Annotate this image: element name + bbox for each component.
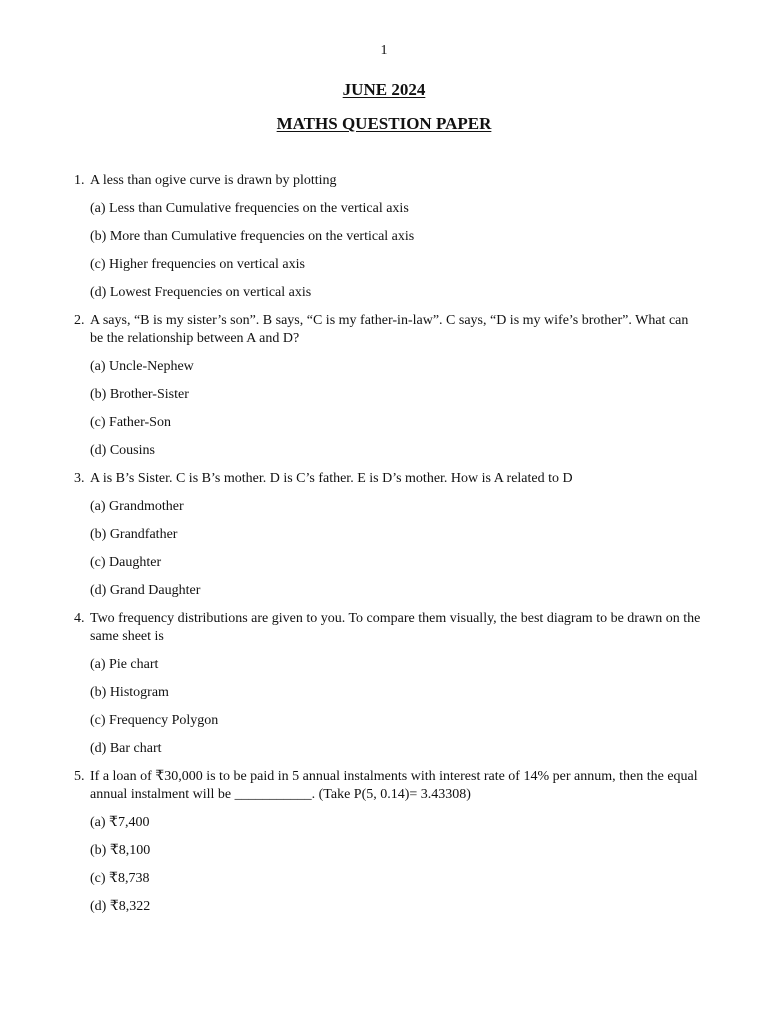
question-3 [74,470,704,600]
paper-date-title: JUNE 2024 [342,80,426,99]
option-d: (d) Grand Daughter [90,583,201,598]
option-a: (a) Pie chart [90,657,159,672]
option-a: (a) Grandmother [90,499,184,514]
option-a: (a) Less than Cumulative frequencies on the vertical axis [90,201,409,216]
option-b: (b) Grandfather [90,527,178,542]
question-stem [74,172,704,190]
question-stem [74,768,704,804]
question-number: 5. [74,769,85,784]
question-number: 1. [74,173,85,188]
option-c: (c) Frequency Polygon [90,713,219,728]
question-stem [74,470,704,488]
page-number: 1 [380,43,388,58]
question-text: A less than ogive curve is drawn by plotting [90,173,337,188]
option-c: (c) ₹8,738 [90,871,150,886]
option-c: (c) Daughter [90,555,162,570]
question-text: Two frequency distributions are given to you. To compare them visually, the best diagram to be drawn on the same sheet is [90,611,701,644]
option-a: (a) ₹7,400 [90,815,150,830]
question-4 [74,610,704,758]
question-text: A is B’s Sister. C is B’s mother. D is C’s father. E is D’s mother. How is A related to D [90,471,573,486]
question-text: If a loan of ₹30,000 is to be paid in 5 annual instalments with interest rate of 14% per annum, then the equal annual instalment will be ___________. (Take P(5, 0.14)= 3.43308) [90,769,698,802]
option-b: (b) ₹8,100 [90,843,151,858]
option-b: (b) Histogram [90,685,169,700]
question-1 [74,172,704,302]
option-c: (c) Higher frequencies on vertical axis [90,257,305,272]
question-number: 4. [74,611,85,626]
question-number: 3. [74,471,85,486]
question-list [74,172,704,916]
option-a: (a) Uncle-Nephew [90,359,194,374]
option-d: (d) Lowest Frequencies on vertical axis [90,285,312,300]
paper-subject-title: MATHS QUESTION PAPER [276,114,492,133]
option-b: (b) More than Cumulative frequencies on the vertical axis [90,229,415,244]
option-c: (c) Father-Son [90,415,171,430]
option-d: (d) Cousins [90,443,155,458]
question-2 [74,312,704,460]
question-number: 2. [74,313,85,328]
option-d: (d) Bar chart [90,741,162,756]
question-stem [74,312,704,348]
question-stem [74,610,704,646]
option-d: (d) ₹8,322 [90,899,151,914]
option-b: (b) Brother-Sister [90,387,189,402]
question-text: A says, “B is my sister’s son”. B says, “C is my father-in-law”. C says, “D is my wife’s brother”. What can be the relationship between A and D? [90,313,689,346]
question-5 [74,768,704,916]
